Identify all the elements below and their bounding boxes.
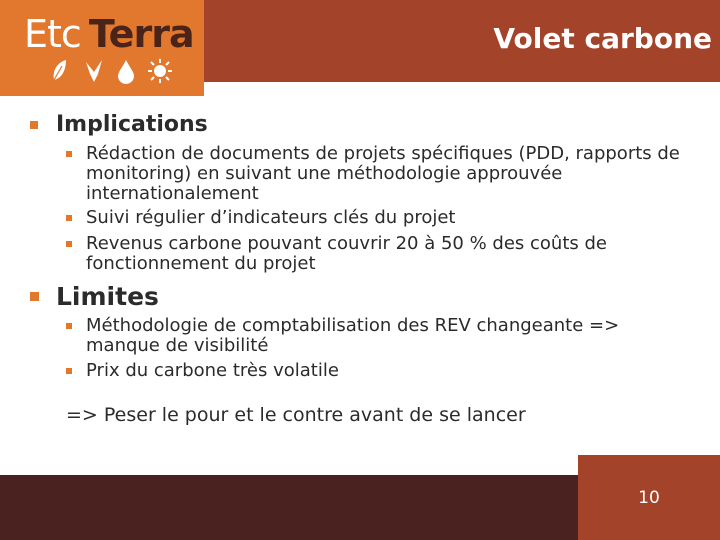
logo-etc: Etc [24, 12, 81, 56]
bullet-icon [30, 292, 39, 301]
section-heading-limites [56, 282, 159, 311]
list-item-text: Revenus carbone pouvant couvrir 20 à 50 % des coûts de fonctionnement du projet [86, 233, 607, 274]
drop-icon [118, 60, 134, 84]
list-item [86, 316, 686, 356]
list-item [86, 361, 686, 381]
list-item [86, 208, 686, 228]
list-item [86, 234, 686, 274]
section-heading-text: Implications [56, 112, 208, 137]
list-item [86, 144, 686, 204]
list-item-text: Rédaction de documents de projets spécifiques (PDD, rapports de monitoring) en suivant une méthodologie approuvée internationalement [86, 143, 680, 204]
bird-icon [86, 60, 102, 82]
logo-terra: Terra [88, 12, 194, 56]
bullet-icon [66, 151, 72, 157]
logo-wordmark [24, 12, 194, 56]
conclusion-text: => Peser le pour et le contre avant de se lancer [66, 404, 526, 426]
logo [0, 0, 204, 96]
leaf-icon [54, 60, 66, 80]
list-item-text: Méthodologie de comptabilisation des REV changeante => manque de visibilité [86, 315, 620, 356]
bullet-icon [30, 121, 38, 129]
bullet-icon [66, 368, 72, 374]
slide-title: Volet carbone [493, 22, 712, 55]
list-item-text: Suivi régulier d’indicateurs clés du projet [86, 207, 456, 228]
bullet-icon [66, 241, 72, 247]
logo-icons [50, 58, 180, 84]
bullet-icon [66, 323, 72, 329]
bullet-icon [66, 215, 72, 221]
section-heading-text: Limites [56, 282, 159, 311]
list-item-text: Prix du carbone très volatile [86, 360, 339, 381]
section-heading-implications [56, 112, 208, 137]
sun-icon [148, 59, 172, 83]
page-number: 10 [638, 488, 660, 508]
